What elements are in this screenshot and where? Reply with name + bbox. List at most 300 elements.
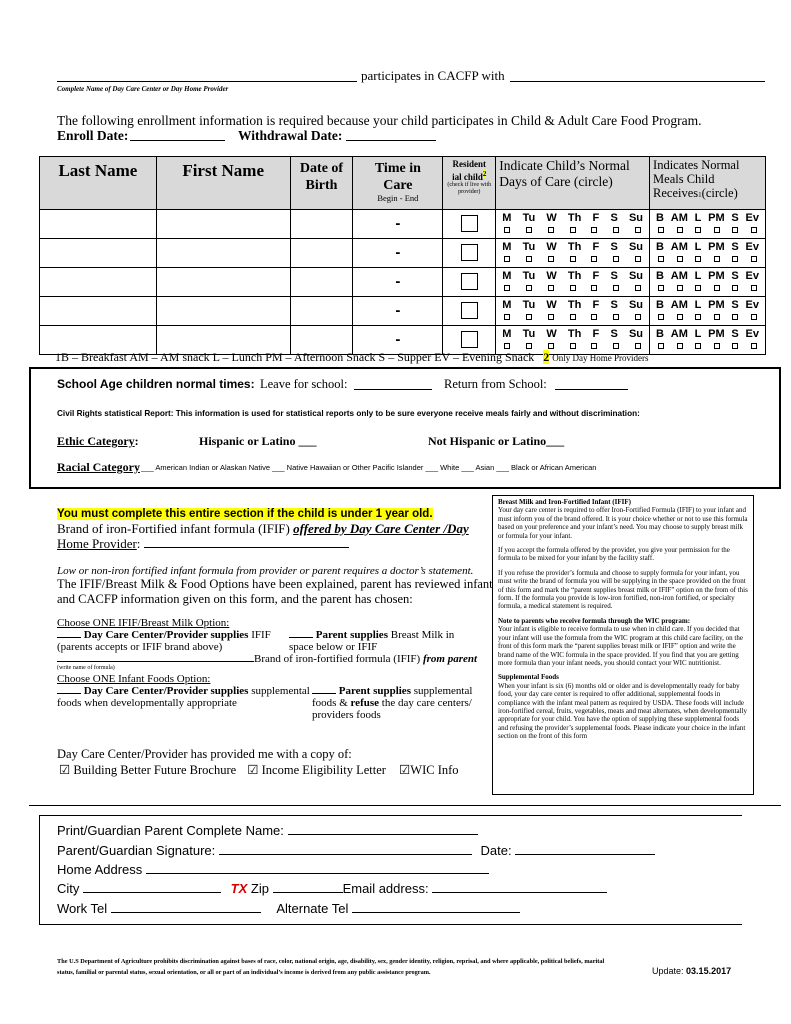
date-field[interactable] [515,843,655,855]
meal-box[interactable] [714,285,720,291]
ifif-info-p2: If you accept the formula offered by the provider, you give your permission for the formula to be mixed for your infant by the facility staff. [498,546,730,563]
day-label[interactable]: W [546,299,557,311]
print-name-field[interactable] [288,823,478,835]
meal-box[interactable] [658,227,664,233]
day-label[interactable]: S [610,299,618,311]
day-label[interactable]: S [610,270,618,282]
meal-label[interactable]: S [731,241,739,253]
meal-box[interactable] [732,256,738,262]
meal-box[interactable] [751,314,757,320]
day-box[interactable] [570,285,576,291]
meal-label[interactable]: S [731,299,739,311]
last-name-cell[interactable] [40,239,157,268]
day-box[interactable] [613,314,619,320]
header-last-name-text: Last Name [58,161,138,180]
meal-box[interactable] [677,343,683,349]
racial-category-label: Racial Category [57,460,140,474]
withdrawal-date-field[interactable] [346,126,436,141]
meal-box[interactable] [751,343,757,349]
day-box[interactable] [591,343,597,349]
meal-label[interactable]: S [731,328,739,340]
time-cell[interactable] [353,297,443,326]
header-meals-main: Indicates Normal Meals Child Receives [653,158,740,200]
meal-box[interactable] [714,314,720,320]
meal-label[interactable]: PM [708,270,725,282]
day-box[interactable] [504,227,510,233]
meal-label[interactable]: L [694,270,702,282]
dob-cell[interactable] [290,239,353,268]
infant-brand-colon: : [136,536,141,551]
day-label[interactable]: W [546,328,557,340]
resident-checkbox[interactable] [461,244,478,261]
day-label[interactable]: Tu [522,328,536,340]
header-resident-sup: 2 [482,170,487,178]
day-box[interactable] [526,314,532,320]
leave-school-field[interactable] [354,377,432,390]
provider-footnote-text: Only Day Home Providers [552,353,649,363]
ifif-info-p4: Your infant is eligible to receive formula to use when in child care. If you decided that your infant will use the formula from the WIC program at this child care facility, on the front of this form mark the “parent supplies breast milk or IFIF” option and write the brand name of the WIC formula in the space provided. If you find that you are getting more formula than your infant needs, you should contact your WIC nutritionist. [498,625,743,667]
resident-cell [443,210,496,239]
header-resident-line1: Resident [452,159,486,169]
last-name-cell[interactable] [40,210,157,239]
day-label[interactable]: M [502,299,512,311]
copy-item-wic[interactable] [399,763,458,777]
meal-box[interactable] [732,285,738,291]
day-label[interactable]: W [546,241,557,253]
day-box[interactable] [591,227,597,233]
meal-label[interactable]: S [731,212,739,224]
day-box[interactable] [504,343,510,349]
ifif-option-center[interactable] [57,629,271,653]
meal-label[interactable]: PM [708,299,725,311]
days-cell-boxes [496,314,649,320]
day-label[interactable]: Th [567,270,582,282]
food-option-parent-2a: foods & [312,697,351,709]
meal-label[interactable]: PM [708,212,725,224]
meal-label[interactable]: L [694,212,702,224]
food-option-parent-rest: supplemental [410,685,473,697]
food-option-center-bold: Day Care Center/Provider supplies [83,685,249,697]
alt-tel-field[interactable] [352,901,520,913]
table-row [40,210,766,239]
racial-category-options[interactable]: : ___ American Indian or Alaskan Native ___ Native Hawaiian or Other Pacific Islander ___ White ___ Asian ___ Black or African American [137,463,597,472]
meal-label[interactable]: PM [708,241,725,253]
alt-tel-label: Alternate Tel [276,901,349,916]
write-name-caption: (write name of formula) [57,665,115,671]
first-name-cell[interactable] [156,297,290,326]
day-label[interactable]: W [546,212,557,224]
day-box[interactable] [613,285,619,291]
ifif-info-title3: Supplemental Foods [498,673,559,682]
food-option-parent[interactable] [312,685,472,721]
table-row [40,239,766,268]
state-value: TX [230,881,248,896]
copy-item-income-text: Income Eligibility Letter [261,763,386,777]
meal-label[interactable]: Ev [745,299,759,311]
meal-label[interactable]: Ev [745,212,759,224]
day-label[interactable]: S [610,212,618,224]
infant-brand-offered: offered by Day Care Center /Day [293,521,469,536]
day-label[interactable]: Su [628,270,644,282]
meal-label[interactable]: PM [708,328,725,340]
time-separator: - [395,302,401,319]
address-row [57,862,489,877]
day-box[interactable] [548,227,554,233]
meal-label[interactable]: L [694,299,702,311]
meal-label[interactable]: AM [670,270,688,282]
day-box[interactable] [570,314,576,320]
header-resident [443,157,496,210]
ifif-option-parent-rest: Breast Milk in [387,629,455,641]
meal-label[interactable]: B [656,241,664,253]
day-box[interactable] [548,285,554,291]
infant-section-rule [29,805,781,806]
meal-box[interactable] [677,227,683,233]
city-field[interactable] [83,881,221,893]
food-option-center[interactable] [57,685,310,709]
time-separator: - [395,244,401,261]
not-hispanic-option[interactable]: Not Hispanic or Latino___ [428,434,565,448]
meal-box[interactable] [677,285,683,291]
day-label[interactable]: Su [628,212,644,224]
infant-brand-field[interactable] [144,537,349,548]
day-label[interactable]: Su [628,241,644,253]
meal-box[interactable] [751,285,757,291]
header-days-text: Indicate Child’s Normal Days of Care (circle) [499,158,630,189]
meal-box[interactable] [695,256,701,262]
first-name-cell[interactable] [156,268,290,297]
day-label[interactable]: F [592,212,600,224]
meal-key-text: 1B – Breakfast AM – AM snack L – Lunch PM – Afternoon Snack S – Supper EV – Evening Snack [55,350,535,364]
infant-brand-provider: Home Provider [57,536,137,551]
day-label[interactable]: Tu [522,212,536,224]
day-box[interactable] [570,343,576,349]
day-box[interactable] [591,314,597,320]
meal-label[interactable]: AM [670,328,688,340]
day-box[interactable] [635,256,641,262]
email-label: Email address: [342,881,429,896]
zip-label: Zip [250,881,269,896]
day-box[interactable] [504,314,510,320]
signature-field[interactable] [219,843,472,855]
provider-footnote-mark: 2 [543,350,550,364]
dob-cell[interactable] [290,268,353,297]
days-cell-labels [496,210,649,224]
meal-box[interactable] [751,227,757,233]
return-school-field[interactable] [555,377,628,390]
meals-cell [650,210,766,239]
days-cell [496,210,650,239]
last-name-cell[interactable] [40,297,157,326]
resident-cell [443,239,496,268]
header-first-name-text: First Name [182,161,264,180]
food-option-center-line1 [57,685,310,697]
food-option-parent-line3: providers foods [312,709,381,721]
day-box[interactable] [635,314,641,320]
email-field[interactable] [432,881,607,893]
ifif-option-parent-blank[interactable] [289,629,313,638]
meals-cell [650,297,766,326]
meal-box[interactable] [695,343,701,349]
address-label: Home Address [57,862,143,877]
meal-box[interactable] [714,256,720,262]
meals-cell-boxes [650,314,765,320]
meal-box[interactable] [732,314,738,320]
food-option-center-rest: supplemental [248,685,310,697]
meal-box[interactable] [714,343,720,349]
resident-checkbox[interactable] [461,302,478,319]
day-label[interactable]: S [610,328,618,340]
ifif-info-box [492,495,754,795]
enrollment-table [39,156,766,355]
meals-cell-boxes [650,227,765,233]
meal-box[interactable] [677,314,683,320]
participates-text: participates in CACFP with [361,68,505,83]
meal-label[interactable]: Ev [745,241,759,253]
days-cell-boxes [496,285,649,291]
food-option-parent-blank[interactable] [312,685,336,694]
meals-cell-labels [650,268,765,282]
ifif-info-title2: Note to parents who receive formula through the WIC program: [498,616,691,625]
header-resident-line2 [443,169,495,182]
date-label: Date: [480,843,512,858]
day-box[interactable] [591,256,597,262]
meal-box[interactable] [695,314,701,320]
copy-item-brochure[interactable] [59,763,236,777]
meal-box[interactable] [658,285,664,291]
day-label[interactable]: F [592,328,600,340]
meal-box[interactable] [714,227,720,233]
meals-cell-boxes [650,343,765,349]
meal-box[interactable] [695,227,701,233]
print-name-label: Print/Guardian Parent Complete Name: [57,823,284,838]
infant-brand-block [57,521,469,551]
food-option-center-line2: foods when developmentally appropriate [57,697,237,709]
meal-label[interactable]: Ev [745,328,759,340]
day-box[interactable] [613,256,619,262]
day-label[interactable]: Th [567,241,582,253]
ethnic-category-text: Ethic Category [57,434,135,448]
meal-box[interactable] [732,227,738,233]
header-last-name [40,157,157,210]
ifif-option-center-blank[interactable] [57,629,81,638]
infant-brand-line2 [57,536,469,551]
header-days [496,157,650,210]
days-cell [496,268,650,297]
ifif-option-parent[interactable] [289,629,454,653]
meal-label[interactable]: S [731,270,739,282]
meal-box[interactable] [658,343,664,349]
meal-label[interactable]: Ev [745,270,759,282]
meal-box[interactable] [695,285,701,291]
day-label[interactable]: Tu [522,241,536,253]
usda-statement-1: The U.S Department of Agriculture prohibits discrimination against bases of race, color, national origin, age, disability, sex, gender identity, religion, reprisal, and where applicable, political beliefs, marital [57,958,605,965]
copy-item-brochure-text: Building Better Future Brochure [73,763,237,777]
meal-box[interactable] [677,256,683,262]
day-box[interactable] [635,285,641,291]
day-box[interactable] [613,227,619,233]
day-label[interactable]: M [502,328,512,340]
first-name-cell[interactable] [156,239,290,268]
day-box[interactable] [613,343,619,349]
day-label[interactable]: S [610,241,618,253]
usda-statement-2: status, familial or parental status, sexual orientation, or all or part of an individual’s income is derived from any public assistance program. [57,969,431,976]
food-option-center-blank[interactable] [57,685,81,694]
parent-formula-field[interactable] [57,653,254,662]
parent-formula-line [57,653,477,665]
day-box[interactable] [526,285,532,291]
day-label[interactable]: M [502,212,512,224]
day-label[interactable]: M [502,241,512,253]
low-iron-note: Low or non-iron fortified infant formula from provider or parent requires a doctor’s statement. [57,565,474,577]
explained-line2: and CACFP information given on this form, and the parent has chosen: [57,592,413,606]
day-box[interactable] [548,256,554,262]
time-cell[interactable] [353,210,443,239]
time-separator: - [395,215,401,232]
meals-cell [650,268,766,297]
table-row [40,268,766,297]
zip-field[interactable] [273,881,343,893]
ifif-option-center-rest: IFIF [248,629,271,641]
day-label[interactable]: Tu [522,270,536,282]
ifif-info-p5: When your infant is six (6) months old or older and is developmentally ready for baby food, your day care center is required to offer additional, supplemental foods in compliance with the infant meal pattern as required by USDA. These foods will include iron-fortified cereal, fruits, vegetables, meats and meat alternates, when developmentally appropriate for your child. You have the option of supplying these supplemental foods and refusing the provider’s supplemental foods. Please indicate your choice in the infant section on the front of this form [498,681,747,741]
meal-label[interactable]: L [694,241,702,253]
ifif-option-center-line2: (parents accepts or IFIF brand above) [57,641,223,653]
header-time-line1: Time in [374,161,421,176]
ethnic-category-colon: : [134,434,139,448]
day-label[interactable]: F [592,241,600,253]
ifif-info-p1: Your day care center is required to offer Iron-Fortified Formula (IFIF) to your infant and must inform you of the brand offered. It is your choice whether or not to use this formula based on your preference and your infant’s need. You may choose to supply breast milk or formula for your infant. [498,506,748,540]
update-label [652,966,731,976]
withdrawal-date-label: Withdrawal Date: [238,128,343,143]
dob-cell[interactable] [290,297,353,326]
meal-key-footnote [55,350,649,365]
header-first-name [156,157,290,210]
intro-text: The following enrollment information is required because your child participates in Child & Adult Care Food Program. [57,113,702,128]
day-label[interactable]: W [546,270,557,282]
day-box[interactable] [591,285,597,291]
day-box[interactable] [548,343,554,349]
meal-label[interactable]: B [656,270,664,282]
days-cell-boxes [496,343,649,349]
ifif-option-center-bold: Day Care Center/Provider supplies [83,629,249,641]
day-label[interactable]: Th [567,328,582,340]
meal-box[interactable] [732,343,738,349]
cacfp-sponsor-line[interactable] [510,66,765,82]
day-box[interactable] [526,256,532,262]
copy-items [59,762,459,778]
meal-label[interactable]: B [656,328,664,340]
header-meals [650,157,766,210]
phone-row [57,901,520,916]
day-box[interactable] [635,343,641,349]
center-name-line[interactable] [57,66,357,82]
meals-cell-boxes [650,285,765,291]
copy-item-income[interactable] [247,763,386,777]
header-dob-line1: Date of [299,161,344,176]
day-box[interactable] [548,314,554,320]
time-cell[interactable] [353,268,443,297]
ifif-info-p3: If you refuse the provider’s formula and choose to supply formula for your infant, you must write the brand of formula you will be supplying in the space provided on the front of this form and mark the “parent supplies breast milk or IFIF” option on the from of this form. If the formula you provide is low-iron fortified, non-iron fortified, or specialty formula, a medical statement is required. [498,568,748,611]
meal-box[interactable] [658,256,664,262]
city-row [57,881,607,896]
days-cell-labels [496,297,649,311]
dob-cell[interactable] [290,210,353,239]
parent-formula-em: from parent [422,653,478,665]
day-box[interactable] [570,227,576,233]
day-label[interactable]: F [592,270,600,282]
header-time [353,157,443,210]
day-box[interactable] [526,343,532,349]
day-label[interactable]: Th [567,212,582,224]
parent-formula-text: Brand of iron-fortified formula (IFIF) [254,653,423,665]
time-separator: - [395,273,401,290]
meal-box[interactable] [658,314,664,320]
meals-cell-boxes [650,256,765,262]
day-box[interactable] [504,256,510,262]
time-cell[interactable] [353,239,443,268]
meal-label[interactable]: AM [670,299,688,311]
day-label[interactable]: M [502,270,512,282]
day-label[interactable]: Th [567,299,582,311]
enroll-date-field[interactable] [130,126,225,141]
meal-label[interactable]: B [656,299,664,311]
last-name-cell[interactable] [40,268,157,297]
time-separator: - [395,331,401,348]
meal-label[interactable]: L [694,328,702,340]
meal-box[interactable] [751,256,757,262]
address-field[interactable] [146,862,489,874]
day-label[interactable]: Tu [522,299,536,311]
resident-checkbox[interactable] [461,331,478,348]
infant-brand-line1 [57,521,469,536]
day-box[interactable] [504,285,510,291]
resident-checkbox[interactable] [461,215,478,232]
ethnic-category-label [57,434,139,449]
day-box[interactable] [635,227,641,233]
civil-rights-text: Civil Rights statistical Report: This information is used for statistical reports only to be sure everyone receive meals fairly and without discrimination: [57,409,640,418]
food-option-parent-bold: Parent supplies [338,685,411,697]
hispanic-option[interactable]: Hispanic or Latino ___ [199,434,317,448]
days-cell-labels [496,239,649,253]
header-time-line2: Care [383,178,413,193]
day-box[interactable] [526,227,532,233]
resident-cell [443,297,496,326]
days-cell [496,239,650,268]
ifif-info-title1: Breast Milk and Iron-Fortified Infant (IFIF) [498,498,631,506]
food-option-parent-line2 [312,697,472,709]
meal-label[interactable]: B [656,212,664,224]
meal-label[interactable]: AM [670,212,688,224]
school-times-label: School Age children normal times: [57,377,255,391]
work-tel-field[interactable] [111,901,261,913]
days-cell-labels [496,326,649,340]
day-label[interactable]: F [592,299,600,311]
days-cell-boxes [496,227,649,233]
print-name-row [57,823,478,838]
food-option-parent-2c: the day care centers/ [379,697,472,709]
meals-cell-labels [650,326,765,340]
first-name-cell[interactable] [156,210,290,239]
ifif-option-parent-bold: Parent supplies [315,629,388,641]
meal-label[interactable]: AM [670,241,688,253]
update-date: 03.15.2017 [686,966,732,976]
day-label[interactable]: Su [628,328,644,340]
leave-school-label: Leave for school: [260,377,348,391]
day-box[interactable] [570,256,576,262]
resident-checkbox[interactable] [461,273,478,290]
day-label[interactable]: Su [628,299,644,311]
